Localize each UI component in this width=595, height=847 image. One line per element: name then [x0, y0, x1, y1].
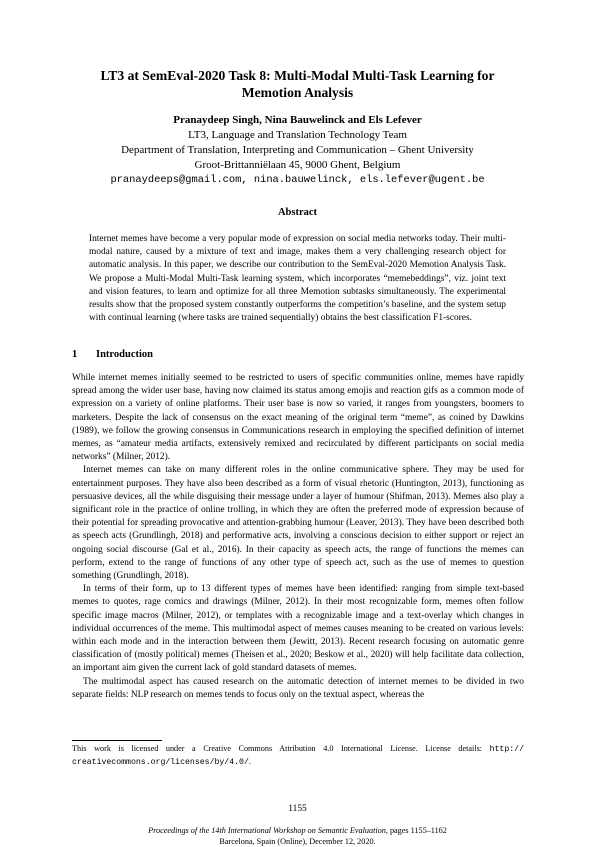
- abstract-heading: Abstract: [277, 207, 318, 218]
- affiliation-department: Department of Translation, Interpreting and Communication – Ghent University: [121, 144, 474, 156]
- paragraph: While internet memes initially seemed to be restricted to users of specific communities online, memes have rapidly spread among the wider user base, having now claimed its status among emojis and reaction gifs as a common mode of expression on a variety of online platforms. Their user base is now so varied, it ranges from youngsters, boomers to marketers. Despite the lack of consensus on the exact meaning of the original term “meme”, as coined by Dawkins (1989), we follow the growing consensus in Communications research in employing the specified definition of internet memes, as “amateur media artifacts, extensively remixed and recirculated by different participants on social media networks” (Milner, 2012).: [72, 373, 524, 463]
- proceedings-pages: , pages 1155–1162: [385, 826, 447, 835]
- affiliation-team: LT3, Language and Translation Technology Team: [188, 129, 407, 141]
- author-names: Pranaydeep Singh, Nina Bauwelinck and Els Lefever: [173, 114, 422, 126]
- body-text: [72, 372, 524, 702]
- license-footnote: [72, 743, 524, 768]
- author-block: [40, 113, 555, 188]
- title-line-2: Memotion Analysis: [241, 85, 354, 100]
- paper-title: [60, 67, 535, 101]
- footnote-url-part-2[interactable]: creativecommons.org/licenses/by/4.0/: [72, 757, 249, 767]
- proceedings-location: Barcelona, Spain (Online), December 12, 2020.: [219, 837, 376, 846]
- section-title: Introduction: [96, 349, 153, 360]
- footnote-text: This work is licensed under a Creative Commons Attribution 4.0 International License. License details:: [72, 744, 483, 753]
- paragraph: Internet memes can take on many different roles in the online communicative sphere. They may be used for entertainment purposes. They have also been described as a form of visual rhetoric (Huntington, 2013), functioning as persuasive devices, all the while disguising their message under a layer of humour (Shifman, 2013). Memes also play a significant role in the practice of online trolling, in which they are often the preferred mode of expression because of their potential for spreading provocative and attention-grabbing humour (Leaver, 2013). They have been described both as speech acts (Grundlingh, 2018) and performative acts, involving a conscious decision to either support or reject an ongoing social discourse (Gal et al., 2016). In their capacity as speech acts, the range of functions the memes can perform, extend to the range of functions of any other type of speech act, such as the use of memes to question something (Grundlingh, 2018).: [72, 465, 524, 582]
- proceedings-footer: [0, 825, 595, 847]
- footnote-url-part-1[interactable]: http://: [489, 745, 524, 754]
- paragraph: The multimodal aspect has caused research on the automatic detection of internet memes to be divided in two separate fields: NLP research on memes tends to focus only on the textual aspect, whereas the: [72, 676, 524, 700]
- page-number: 1155: [288, 804, 307, 814]
- affiliation-address: Groot-Brittanniëlaan 45, 9000 Ghent, Belgium: [194, 159, 401, 171]
- footnote-rule: [72, 740, 162, 741]
- abstract-text: Internet memes have become a very popular mode of expression on social media networks today. Their multi-modal nature, caused by a mixture of text and image, makes them a very challenging research object for automatic analysis. In this paper, we describe our contribution to the SemEval-2020 Memotion Analysis Task. We propose a Multi-Modal Multi-Task learning system, which incorporates “memebeddings”, viz. joint text and vision features, to learn and optimize for all three Memotion subtasks simultaneously. The experimental results show that the proposed system constantly outperforms the competition’s baseline, and the system setup with continual learning (where tasks are trained sequentially) obtains the best classification F1-scores.: [89, 234, 506, 324]
- footnote-end: .: [248, 756, 251, 766]
- section-heading: [72, 349, 153, 360]
- title-line-1: LT3 at SemEval-2020 Task 8: Multi-Modal Multi-Task Learning for: [100, 68, 495, 83]
- proceedings-title: Proceedings of the 14th International Workshop on Semantic Evaluation: [148, 826, 386, 835]
- paragraph: In terms of their form, up to 13 different types of memes have been identified: ranging from simple text-based memes to quotes, rage comics and drawings (Milner, 2012). In their most recognizable form, memes often follow specific image macros (Milner, 2012), or templates with a recognizable image and a text-overlay which changes in individual occurrences of the meme. This multimodal aspect of memes causes meaning to be created on various levels: within each mode and in the interaction between them (Jewitt, 2013). Recent research focusing on automatic genre classification of (mostly political) memes (Theisen et al., 2020; Beskow et al., 2020) will help facilitate data collection, an important aim given the current lack of gold standard datasets of memes.: [72, 584, 524, 674]
- author-emails: pranaydeeps@gmail.com, nina.bauwelinck, els.lefever@ugent.be: [110, 174, 485, 186]
- section-number: 1: [72, 349, 78, 360]
